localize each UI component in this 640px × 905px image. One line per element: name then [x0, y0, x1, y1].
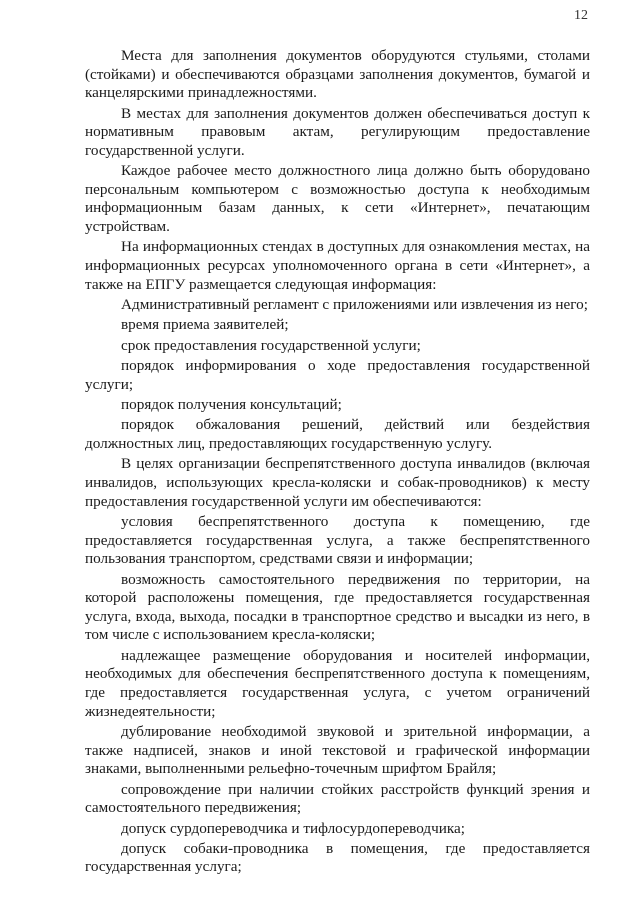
list-item-guide-dog: допуск собаки-проводника в помещения, где предоставляется государственная услуга;: [85, 839, 590, 876]
document-body: [85, 47, 590, 879]
paragraph-disability-access: В целях организации беспрепятственного доступа инвалидов (включая инвалидов, использующих кресла-коляски и собак-проводников) к месту предоставления государственной услуги им обеспечиваются:: [85, 455, 590, 510]
list-item-sign-interpreter: допуск сурдопереводчика и тифлосурдопереводчика;: [121, 819, 465, 837]
list-item-independent-movement: возможность самостоятельного передвижения по территории, на которой расположены помещения, где предоставляется государственная услуга, входа, выхода, посадки в транспортное средство и высадки из него, в том числе с использованием кресла-коляски;: [85, 570, 590, 644]
list-item-appeal-procedure: порядок обжалования решений, действий или бездействия должностных лиц, предоставляющих государственную услугу.: [85, 416, 590, 453]
list-item-service-term: срок предоставления государственной услуги;: [121, 336, 421, 354]
list-item-informing-procedure: порядок информирования о ходе предоставления государственной услуги;: [85, 357, 590, 393]
list-item-equipment-placement: надлежащее размещение оборудования и носителей информации, необходимых для обеспечения беспрепятственного доступа к помещениям, где предоставляется государственная услуга, с учетом ограничений жизнедеятельности;: [85, 646, 590, 720]
list-item-consultations: порядок получения консультаций;: [121, 396, 342, 414]
list-item-information-duplication: дублирование необходимой звуковой и зрительной информации, а также надписей, знаков и иной текстовой и графической информации знаками, выполненными рельефно-точечным шрифтом Брайля;: [85, 722, 590, 778]
paragraph-workspace-equipment: Места для заполнения документов оборудуются стульями, столами (стойками) и обеспечиваются образцами заполнения документов, бумагой и канцелярскими принадлежностями.: [85, 47, 590, 102]
list-item-reception-time: время приема заявителей;: [121, 316, 289, 334]
paragraph-legal-access: В местах для заполнения документов должен обеспечиваться доступ к нормативным правовым актам, регулирующим предоставление государственной услуги.: [85, 104, 590, 159]
paragraph-info-stands: На информационных стендах в доступных для ознакомления местах, на информационных ресурсах уполномоченного органа в сети «Интернет», а также на ЕПГУ размещается следующая информация:: [85, 238, 590, 293]
list-item-escort: сопровождение при наличии стойких расстройств функций зрения и самостоятельного передвижения;: [85, 780, 590, 817]
list-item-regulation: Административный регламент с приложениями или извлечения из него;: [121, 295, 588, 313]
paragraph-computer-equipment: Каждое рабочее место должностного лица должно быть оборудовано персональным компьютером с возможностью доступа к необходимым информационным базам данных, к сети «Интернет», печатающим устройствам.: [85, 162, 590, 235]
list-item-barrier-free-access: условия беспрепятственного доступа к помещению, где предоставляется государственная услуга, а также беспрепятственного пользования транспортом, средствами связи и информации;: [85, 513, 590, 568]
page-number: 12: [574, 8, 588, 23]
